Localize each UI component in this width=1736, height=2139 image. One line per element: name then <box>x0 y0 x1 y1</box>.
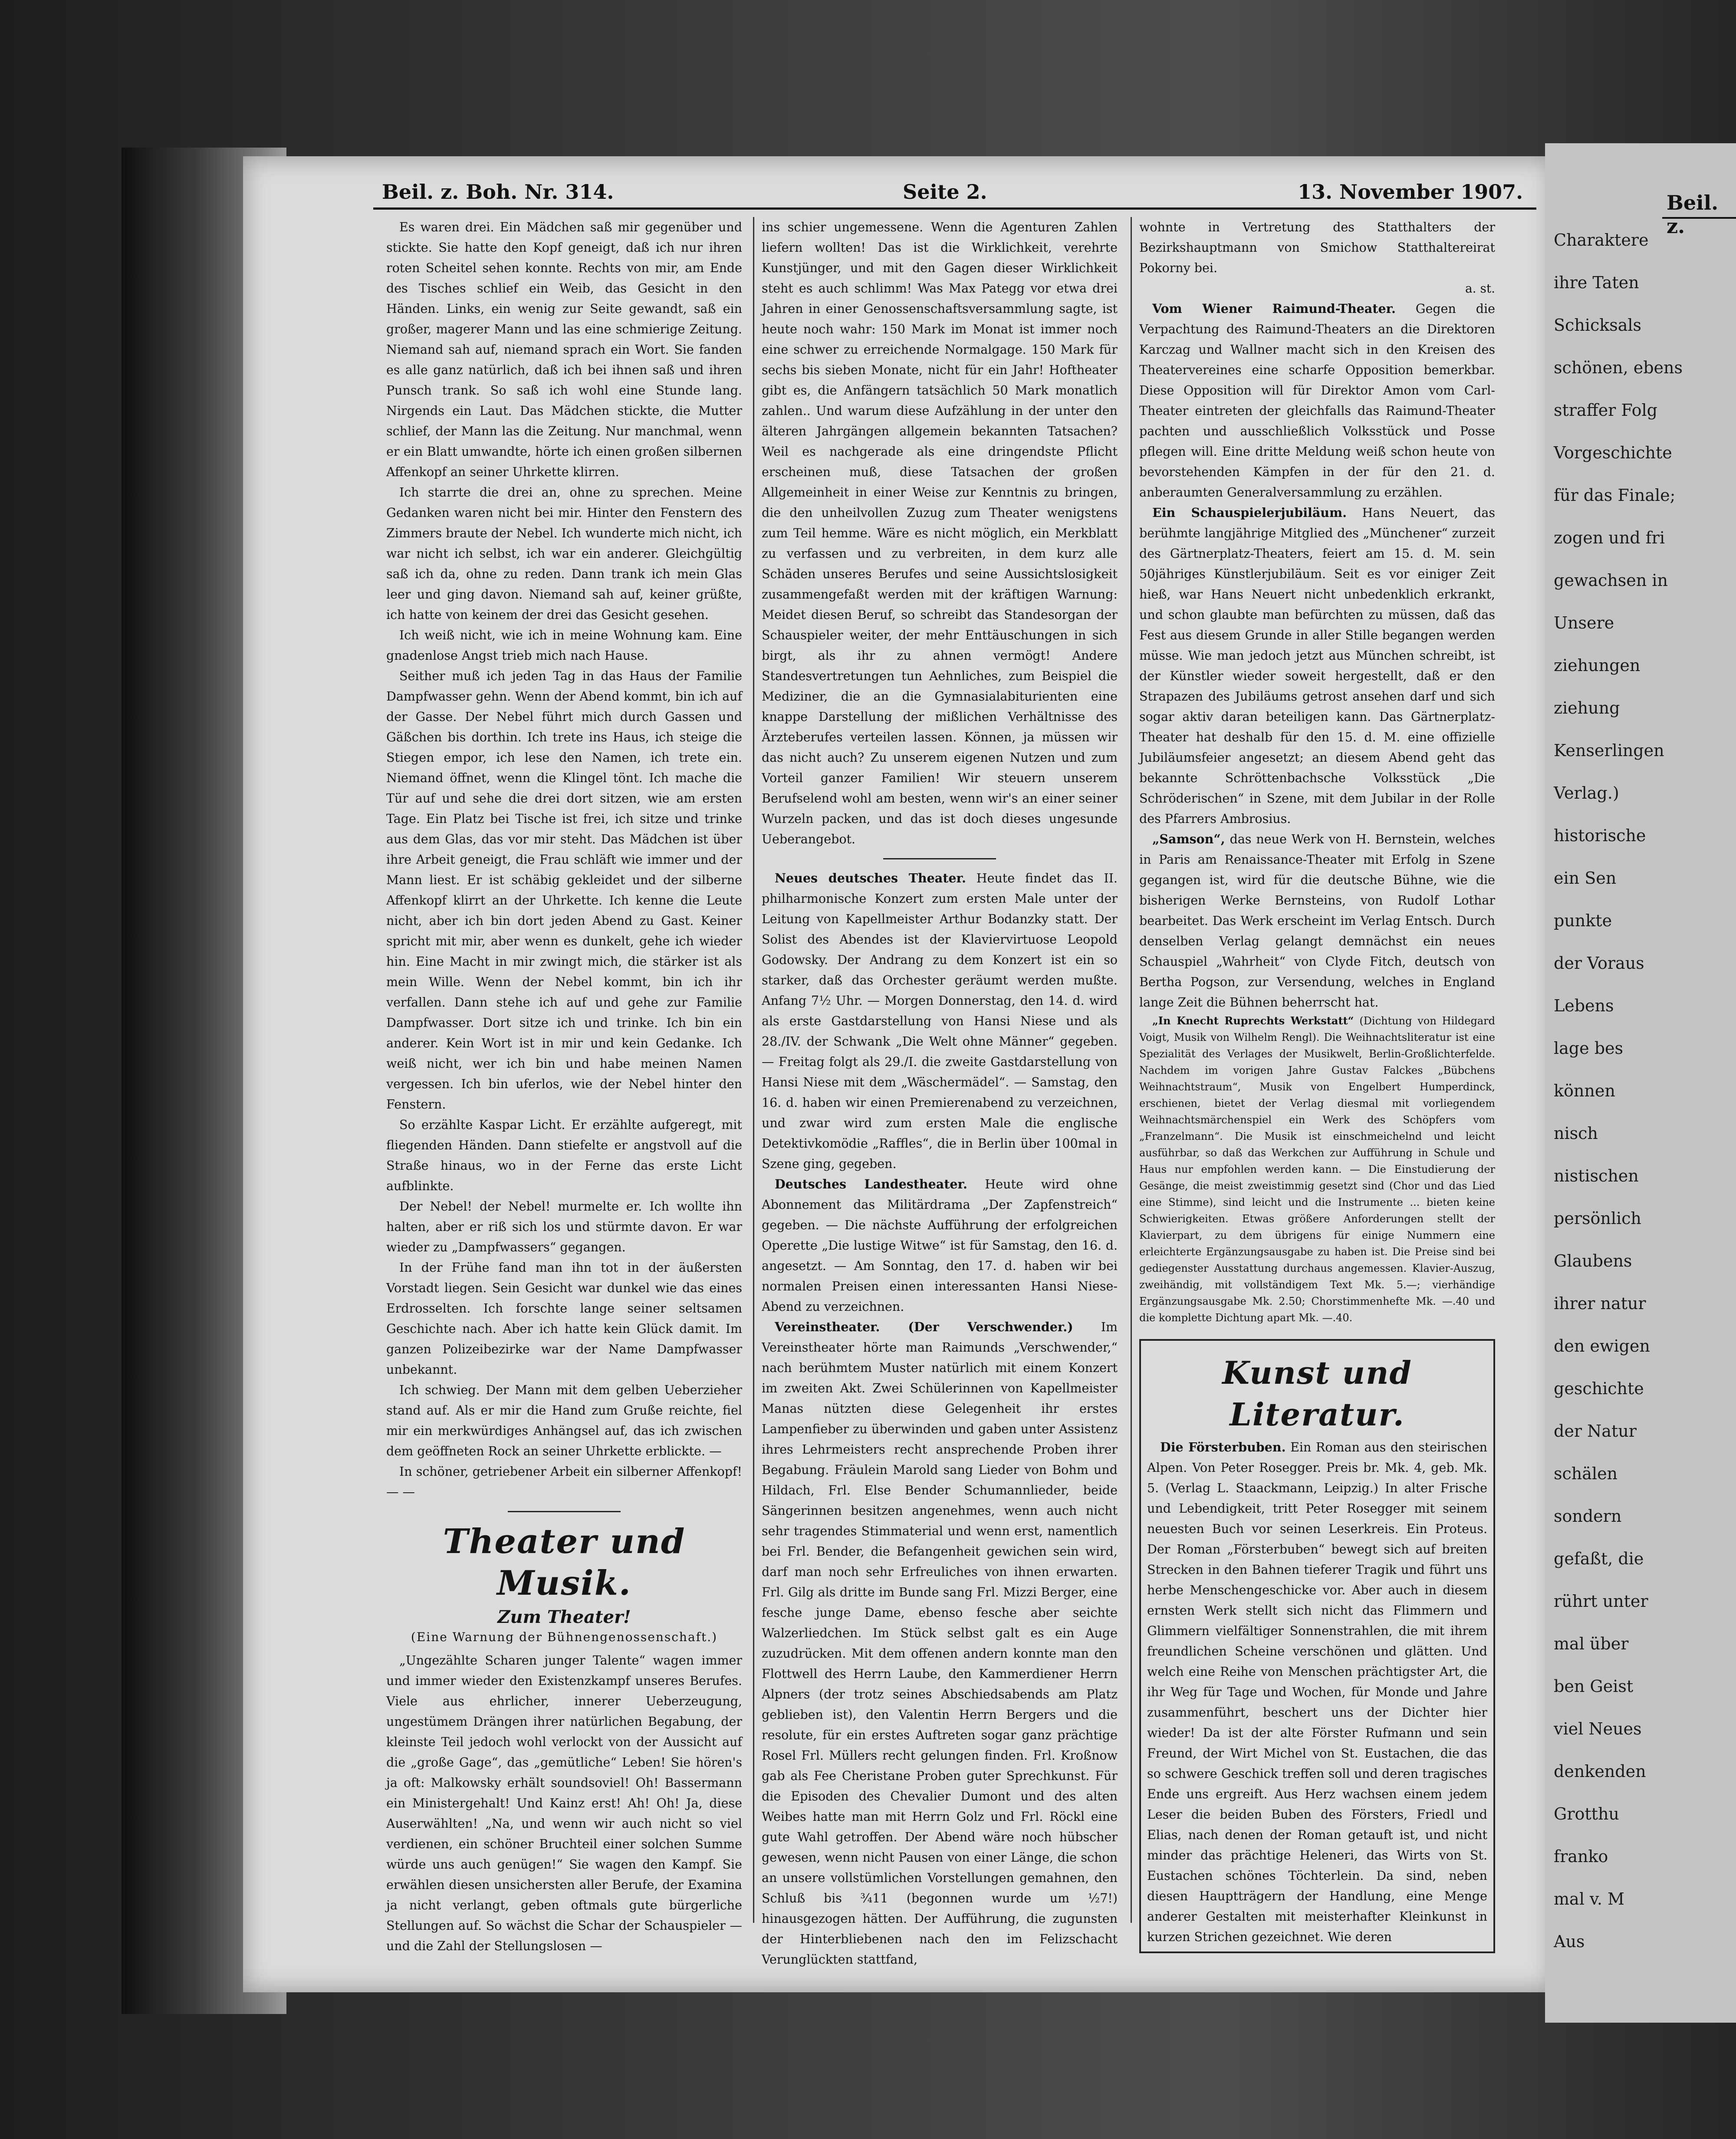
adjacent-page-line: mal v. M <box>1554 1889 1624 1909</box>
story-paragraph: Seither muß ich jeden Tag in das Haus der Familie Dampfwasser gehn. Wenn der Abend kommt, bin ich auf der Gasse. Der Nebel führt mich durch Gassen und Gäßchen bis dorthin. Ich trete ins Haus, ich steige die Stiegen empor, ich lese den Namen, ich trete ein. Niemand öffnet, wenn die Klingel tönt. Ich mache die Tür auf und sehe die drei dort sitzen, wie am ersten Tage. Ein Platz bei Tische ist frei, ich sitze und trinke aus dem Glas, das vor mir steht. Das Mädchen ist über ihre Arbeit geneigt, die Frau schläft wie immer und der Mann liest. Er ist schäbig gekleidet und der silberne Affenkopf klirrt an der Uhrkette. Ich kenne die Leute nicht, aber ich bin dort jeden Abend zu Gast. Keiner spricht mit mir, aber wenn es dunkelt, gehe ich wieder hin. Eine Macht in mir zwingt mich, die stärker ist als mein Wille. Wenn der Nebel kommt, bin ich ihr verfallen. Dann stehe ich auf und gehe zur Familie Dampfwasser. Dort sitze ich und trinke. Ich bin ein anderer. Kein Wort ist in mir und kein Gedanke. Ich weiß nicht, wer ich bin und habe meinen Namen vergessen. Ich bin uferlos, wie der Nebel hinter den Fenstern. <box>386 669 742 1112</box>
article-paragraph: wohnte in Vertretung des Statthalters der Bezirkshauptmann von Smichow Statthaltereirat Pokorny bei. <box>1139 220 1495 275</box>
adjacent-page-line: Vorgeschichte <box>1554 443 1672 462</box>
news-item <box>762 868 1118 1174</box>
adjacent-page-rule <box>1662 217 1736 219</box>
adjacent-page-line: können <box>1554 1081 1615 1100</box>
adjacent-page-line: Glaubens <box>1554 1251 1632 1270</box>
news-item-text: Im Vereinstheater hörte man Raimunds „Verschwender,“ nach berühmtem Muster natürlich mit einem Konzert im zweiten Akt. Zwei Schülerinnen von Kapellmeister Manas nützten diese Gelegenheit ihr erstes Lampenfieber zu überwinden und gaben unter Assistenz ihres Lehrmeisters recht ansprechende Proben ihrer Begabung. Fräulein Marold sang Lieder von Bohm und Hildach, Frl. Else Bender Schumannlieder, beide Sängerinnen besitzen angenehmes, wenn auch nicht sehr tragendes Stimmaterial und wenn erst, namentlich bei Frl. Bender, die Befangenheit gewichen sein wird, darf man noch sehr Erfreuliches von ihnen erwarten. Frl. Gilg als dritte im Bunde sang Frl. Mizzi Berger, eine fesche junge Dame, ebenso fesche aber seichte Walzerliedchen. Im Stück selbst galt es ein Auge zuzudrücken. Mit dem offenen andern konnte man den Flottwell des Herrn Laube, den Kammerdiener Herrn Alpners (der trotz seines Abschiedsabends am Platz geblieben ist), den Valentin Herrn Bergers und die resolute, für ein erstes Auftreten sogar ganz prächtige Rosel Frl. Müllers recht gelungen finden. Frl. Kroßnow gab als Fee Cheristane Proben guter Sprechkunst. Für die Episoden des Chevalier Dumont und des alten Weibes hatte man mit Herrn Golz und Frl. Röckl eine gute Wahl getroffen. Der Abend wäre noch hübscher gewesen, wenn nicht Pausen von einer Länge, die schon an unsere vollstümlichen Vorstellungen gemahnen, den Schluß bis ¾11 (begonnen wurde um ½7!) hinausgezogen hätten. Der Aufführung, die zugunsten der Hinterbliebenen nach den im Felizschacht Verunglückten stattfand, <box>762 1320 1118 1967</box>
story-paragraph: Ich weiß nicht, wie ich in meine Wohnung kam. Eine gnadenlose Angst trieb mich nach Hause. <box>386 628 742 663</box>
header-rule <box>373 207 1536 210</box>
adjacent-page-line: rührt unter <box>1554 1592 1648 1611</box>
header-date: 13. November 1907. <box>1298 180 1523 204</box>
adjacent-page-line: Schicksals <box>1554 316 1642 335</box>
story-paragraph: In schöner, getriebener Arbeit ein silberner Affenkopf! — — <box>386 1464 742 1499</box>
news-item-text: Heute wird ohne Abonnement das Militärdrama „Der Zapfenstreich“ gegeben. — Die nächste Aufführung der erfolgreichen Operette „Die lustige Witwe“ ist für Samstag, den 16. d. angesetzt. — Am Sonntag, den 17. d. haben wir bei normalen Preisen einen interessanten Hansi Niese-Abend zu verzeichnen. <box>762 1177 1118 1314</box>
news-item-text: (Dichtung von Hildegard Voigt, Musik von Wilhelm Rengl). Die Weihnachtsliteratur ist eine Spezialität des Verlages der Musikwelt, Berlin-Großlichterfelde. Nachdem im vorigen Jahre Gustav Falckes „Bübchens Weihnachtstraum“, Musik von Engelbert Humperdinck, erschienen, bietet der Verlag diesmal mit vorliegendem Weihnachtsmärchenspiel ein Werk des Schöpfers vom „Franzelmann“. Die Musik ist einschmeichelnd und leicht ausführbar, so daß das Werkchen zur Aufführung in Schule und Haus nur empfohlen werden kann. — Die Einstudierung der Gesänge, die meist zweistimmig gesetzt sind (Chor und das Lied eine Stimme), sind leicht und die Instrumente ... bieten keine Schwierigkeiten. Etwas größere Anforderungen stellt der Klavierpart, zu dem übrigens für einige Nummern eine erleichterte Ergänzungsausgabe zu haben ist. Die Preise sind bei gediegenster Ausstattung durchaus angemessen. Klavier-Auszug, zweihändig, mit vollständigem Text Mk. 5.—; vierhändige Ergänzungsausgabe Mk. 2.50; Chorstimmenhefte Mk. —.40 und die komplette Dichtung apart Mk. —.40. <box>1139 1015 1496 1324</box>
adjacent-page-line: ein Sen <box>1554 869 1617 888</box>
story-paragraph: Ich starrte die drei an, ohne zu sprechen. Meine Gedanken waren nicht bei mir. Hinter den Fenstern des Zimmers braute der Nebel. Ich wunderte mich nicht, ich war nicht ich selbst, ich war ein anderer. Gleichgültig saß ich da, ohne zu reden. Dann trank ich mein Glas leer und ging davon. Niemand sah auf, keiner grüßte, ich hatte von keinem der drei das Gesicht gesehen. <box>386 485 742 622</box>
news-item <box>762 1317 1118 1970</box>
adjacent-page-line: geschichte <box>1554 1379 1644 1398</box>
news-item <box>1139 1013 1495 1326</box>
section-divider <box>508 1511 621 1512</box>
adjacent-page-line: ziehungen <box>1554 656 1641 675</box>
adjacent-page-line: ziehung <box>1554 698 1620 717</box>
adjacent-page-line: franko <box>1554 1847 1608 1866</box>
column-rule <box>753 217 754 1923</box>
adjacent-page-header: Beil. z. <box>1667 191 1719 238</box>
adjacent-page-line: der Voraus <box>1554 954 1644 973</box>
news-item-text: Hans Neuert, das berühmte langjährige Mitglied des „Münchener“ zurzeit des Gärtnerplatz-Theaters, feiert am 15. d. M. sein 50jähriges Künstlerjubiläum. Seit es vor einiger Zeit hieß, war Hans Neuert nicht unbedenklich erkrankt, und schon glaubte man befürchten zu müssen, daß das Fest aus diesem Grunde in aller Stille begangen werden müsse. Wie man jedoch jetzt aus München schreibt, ist der Künstler wieder soweit hergestellt, daß er den Strapazen des Jubiläums getrost ansehen darf und sich sogar aktiv daran beteiligen kann. Das Gärtnerplatz-Theater hat deshalb für den 15. d. M. eine offizielle Jubiläumsfeier angesetzt; an diesem Abend geht das bekannte Schröttenbachsche Volksstück „Die Schröderischen“ in Szene, mit dem Jubilar in der Rolle des Pfarrers Ambrosius. <box>1139 506 1496 826</box>
book-review <box>1147 1437 1487 1947</box>
adjacent-page-line: ihrer natur <box>1554 1294 1646 1313</box>
adjacent-page-line: straffer Folg <box>1554 401 1657 420</box>
story-paragraph: Der Nebel! der Nebel! murmelte er. Ich wollte ihn halten, aber er riß sich los und stürmte davon. Er war wieder zu „Dampfwassers“ gegangen. <box>386 1199 742 1254</box>
book-review-text: Ein Roman aus den steirischen Alpen. Von Peter Rosegger. Preis br. Mk. 4, geb. Mk. 5. (Verlag L. Staackmann, Leipzig.) In alter Frische und Lebendigkeit, tritt Peter Rosegger mit seinem neuesten Buch vor seinen Leserkreis. Ein Proteus. Der Roman „Försterbuben“ bewegt sich auf breiten Strecken in den Bahnen tieferer Tragik und führt uns herbe Menschengeschicke vor. Aber auch in diesem ernsten Werk stellt sich nicht das Flimmern und Glimmern vielfältiger Sonnenstrahlen, die mit ihrem freundlichen Scheine verschönen und glätten. Und welch eine Reihe von Menschen prächtigster Art, die ihr Weg für Tage und Wochen, für Monde und Jahre zusammenführt, beschert uns der Dichter hier wieder! Da ist der alte Förster Rufmann und sein Freund, der Wirt Michel von St. Eustachen, die das so schwere Geschick treffen soll und deren tragisches Ende uns ergreift. Aus Herz wachsen einem jedem Leser die beiden Buben des Försters, Friedl und Elias, nach denen der Roman getauft ist, und nicht minder das prächtige Heleneri, das Wirts von St. Eustachen schönes Töchterlein. Da sind, neben diesen Hauptträgern der Handlung, eine Menge anderer Gestalten mit meisterhafter Kleinkunst in kurzen Strichen gezeichnet. Wie deren <box>1147 1440 1487 1944</box>
adjacent-page-line: Charaktere <box>1554 230 1649 250</box>
column-rule <box>1131 217 1132 1923</box>
news-item-head: Deutsches Landestheater. <box>775 1177 967 1191</box>
newspaper-page <box>243 156 1554 1992</box>
adjacent-page-line: Kenserlingen <box>1554 741 1664 760</box>
news-item-head: Vom Wiener Raimund-Theater. <box>1152 301 1396 316</box>
adjacent-page-line: zogen und fri <box>1554 528 1665 547</box>
story-paragraph: Es waren drei. Ein Mädchen saß mir gegenüber und stickte. Sie hatte den Kopf geneigt, daß ich nur ihren roten Scheitel sehen konnte. Rechts von mir, am Ende des Tisches schlief ein Weib, das Gesicht in den Händen. Links, ein wenig zur Seite gewandt, saß ein großer, magerer Mann und las eine schmierige Zeitung. Niemand sah auf, niemand sprach ein Wort. Sie fanden es alle ganz natürlich, daß ich bei ihnen saß und ihren Punsch trank. So saß ich wohl eine Stunde lang. Nirgends ein Laut. Das Mädchen stickte, die Mutter schlief, der Mann las die Zeitung. Nur manchmal, wenn er ein Blatt umwandte, hörte ich einen großen silbernen Affenkopf an seiner Uhrkette klirren. <box>386 220 742 479</box>
header-issue: Beil. z. Boh. Nr. 314. <box>382 180 614 204</box>
adjacent-page-line: Aus <box>1554 1932 1585 1951</box>
adjacent-page-line: gefaßt, die <box>1554 1549 1644 1568</box>
story-paragraph: So erzählte Kaspar Licht. Er erzählte aufgeregt, mit fliegenden Händen. Dann stiefelte er angstvoll auf die Straße hinaus, wo in der Ferne das erste Licht aufblinkte. <box>386 1118 742 1193</box>
news-item-head: Ein Schauspielerjubiläum. <box>1152 505 1347 520</box>
adjacent-page-line: Verlag.) <box>1554 783 1619 803</box>
story-paragraph: Ich schwieg. Der Mann mit dem gelben Ueberzieher stand auf. Als er mir die Hand zum Gruße reichte, fiel mir ein merkwürdiges Anhängsel auf, das ich zwischen dem geöffneten Rock an seiner Uhrkette erblickte. — <box>386 1383 742 1458</box>
literature-section <box>1139 1339 1495 1953</box>
section-divider <box>883 858 996 859</box>
adjacent-page-line: schälen <box>1554 1464 1618 1483</box>
adjacent-page-line: denkenden <box>1554 1762 1646 1781</box>
section-title-literature: Kunst und Literatur. <box>1222 1354 1412 1433</box>
adjacent-page-line: mal über <box>1554 1634 1629 1653</box>
adjacent-page-line: punkte <box>1554 911 1612 930</box>
column-3 <box>1139 217 1495 1953</box>
adjacent-page-line: historische <box>1554 826 1646 845</box>
news-item-text: Heute findet das II. philharmonische Konzert zum ersten Male unter der Leitung von Kapellmeister Arthur Bodanzky statt. Der Solist des Abendes ist der Klaviervirtuose Leopold Godowsky. Der Andrang zu dem Konzert ist ein so starker, daß das Orchester geräumt werden mußte. Anfang 7½ Uhr. — Morgen Donnerstag, den 14. d. wird als erste Gastdarstellung von Hansi Niese und als 28./IV. der Schwank „Die Welt ohne Männer“ gegeben. — Freitag folgt als 29./I. die zweite Gastdarstellung von Hansi Niese mit dem „Wäschermädel“. — Samstag, den 16. d. haben wir einen Premierenabend zu verzeichnen, und zwar wird zum ersten Male die englische Detektivkomödie „Raffles“, die in Berlin über 100mal in Szene ging, gegeben. <box>762 871 1118 1171</box>
adjacent-page-line: für das Finale; <box>1554 486 1676 505</box>
adjacent-page-line: ben Geist <box>1554 1677 1634 1696</box>
section-title-theater: Theater und Musik. <box>443 1522 686 1603</box>
news-item-head: „In Knecht Ruprechts Werkstatt“ <box>1152 1014 1354 1027</box>
article-paragraph: ins schier ungemessene. Wenn die Agenturen Zahlen liefern wollten! Das ist die Wirklichkeit, verehrte Kunstjünger, und mit den Gagen dieser Wirklichkeit steht es auch schlimm! Was Max Pategg vor etwa drei Jahren in einer Genossenschaftsversammlung sagte, ist heute noch wahr: 150 Mark im Monat ist immer noch eine schwer zu erreichende Normalgage. 150 Mark für sechs bis sieben Monate, nicht für ein Jahr! Hoftheater gibt es, die Anfängern tatsächlich 50 Mark monatlich zahlen.. Und warum diese Aufzählung in der unter den älteren Jahrgängen allgemein bekannten Tatsachen? Weil es nachgerade als eine dringendste Pflicht erscheinen muß, diese Tatsachen der großen Allgemeinheit in einer Weise zur Kenntnis zu bringen, die den unheilvollen Zuzug zum Theater wenigstens zum Teil hemme. Wäre es nicht möglich, ein Merkblatt zu verfassen und zu verbreiten, in dem kurz alle Schäden unseres Berufes und seine Aussichtslosigkeit zusammengefaßt werden mit der kräftigen Warnung: Meidet diesen Beruf, so schreibt das Standesorgan der Schauspieler weiter, der mehr Enttäuschungen in sich birgt, als ihr zu ahnen vermögt! Andere Standesvertretungen tun Aehnliches, zum Beispiel die Mediziner, die an die Gymnasialabiturienten eine knappe Darstellung der mißlichen Verhältnisse des Ärzteberufes verteilen lassen. Können, ja müssen wir das nicht auch? Zu unserem eigenen Nutzen und zum Vorteil ganzer Familien! Wir steuern unserem Berufselend wohl am besten, wenn wir's an einer seiner Wurzeln packen, und das ist doch dieses ungesunde Ueberangebot. <box>762 220 1118 846</box>
adjacent-page-line: sondern <box>1554 1507 1622 1526</box>
news-item <box>1139 299 1495 503</box>
adjacent-page-line: Lebens <box>1554 996 1614 1015</box>
column-1 <box>386 217 742 1956</box>
article-title: Zum Theater! <box>497 1607 631 1627</box>
news-item-head: „Samson“, <box>1152 832 1225 846</box>
author-signature: a. st. <box>1465 281 1495 296</box>
adjacent-page-line: Grotthu <box>1554 1804 1619 1823</box>
adjacent-page <box>1545 143 1736 2023</box>
adjacent-page-line: nisch <box>1554 1124 1598 1143</box>
article-paragraph: „Ungezählte Scharen junger Talente“ wagen immer und immer wieder den Existenzkampf unseres Berufes. Viele aus ehrlicher, innerer Ueberzeugung, ungestümem Drängen ihrer natürlichen Begabung, der kleinste Teil jedoch wohl verlockt von der Aussicht auf die „große Gage“, das „gemütliche“ Leben! Sie hören's ja oft: Malkowsky erhält soundsoviel! Oh! Bassermann ein Ministergehalt! Und Kainz erst! Ah! Oh! Ja, diese Auserwählten! „Na, und wenn wir auch nicht so viel verdienen, ein schöner Bruchteil einer solchen Summe würde uns auch genügen!“ Sie wagen den Kampf. Sie erwählen diesen unsichersten aller Berufe, der Examina ja nicht verlangt, geben oftmals gute bürgerliche Stellungen auf. So wächst die Schar der Schauspieler — und die Zahl der Stellungslosen — <box>386 1653 742 1953</box>
adjacent-page-line: den ewigen <box>1554 1336 1650 1356</box>
adjacent-page-line: der Natur <box>1554 1422 1637 1441</box>
news-item-text: das neue Werk von H. Bernstein, welches in Paris am Renaissance-Theater mit Erfolg in Szene gegangen ist, wird für die deutsche Bühne, wie die bisherigen Werke Bernsteins, von Rudolf Lothar bearbeitet. Das Werk erscheint im Verlag Entsch. Durch denselben Verlag gelangt demnächst ein neues Schauspiel „Wahrheit“ von Clyde Fitch, deutsch von Bertha Pogson, zur Versendung, welches in England lange Zeit die Bühnen beherrscht hat. <box>1139 832 1495 1010</box>
story-paragraph: In der Frühe fand man ihn tot in der äußersten Vorstadt liegen. Sein Gesicht war dunkel wie das eines Erdrosselten. Ich forschte lange seiner seltsamen Geschichte nach. Aber ich hatte kein Glück damit. Im ganzen Polizeibezirke war der Name Dampfwasser unbekannt. <box>386 1260 742 1377</box>
news-item <box>762 1174 1118 1317</box>
adjacent-page-line: viel Neues <box>1554 1719 1642 1738</box>
adjacent-page-line: nistischen <box>1554 1166 1639 1185</box>
book-review-head: Die Försterbuben. <box>1160 1440 1286 1455</box>
adjacent-page-line: gewachsen in <box>1554 571 1668 590</box>
header-page-number: Seite 2. <box>903 180 987 204</box>
news-item-text: Gegen die Verpachtung des Raimund-Theaters an die Direktoren Karczag und Wallner macht sich in den Kreisen des Theatervereines eine scharfe Opposition bemerkbar. Diese Opposition will für Direktor Amon vom Carl-Theater eintreten der gleichfalls das Raimund-Theater pachten und ausschließlich Volksstück und Posse pflegen will. Eine dritte Meldung weiß schon heute von bevorstehenden Kämpfen in der für den 21. d. anberaumten Generalversammlung zu erzählen. <box>1139 302 1495 500</box>
adjacent-page-line: schönen, ebens <box>1554 358 1683 377</box>
article-subtitle: (Eine Warnung der Bühnengenossenschaft.) <box>411 1630 718 1644</box>
column-2 <box>762 217 1118 1970</box>
adjacent-page-line: persönlich <box>1554 1209 1641 1228</box>
news-item <box>1139 829 1495 1013</box>
adjacent-page-line: Unsere <box>1554 613 1614 632</box>
adjacent-page-line: lage bes <box>1554 1039 1624 1058</box>
adjacent-page-line: ihre Taten <box>1554 273 1639 292</box>
news-item <box>1139 503 1495 829</box>
news-item-head: Vereinstheater. (Der Verschwender.) <box>775 1320 1073 1334</box>
news-item-head: Neues deutsches Theater. <box>775 871 966 885</box>
